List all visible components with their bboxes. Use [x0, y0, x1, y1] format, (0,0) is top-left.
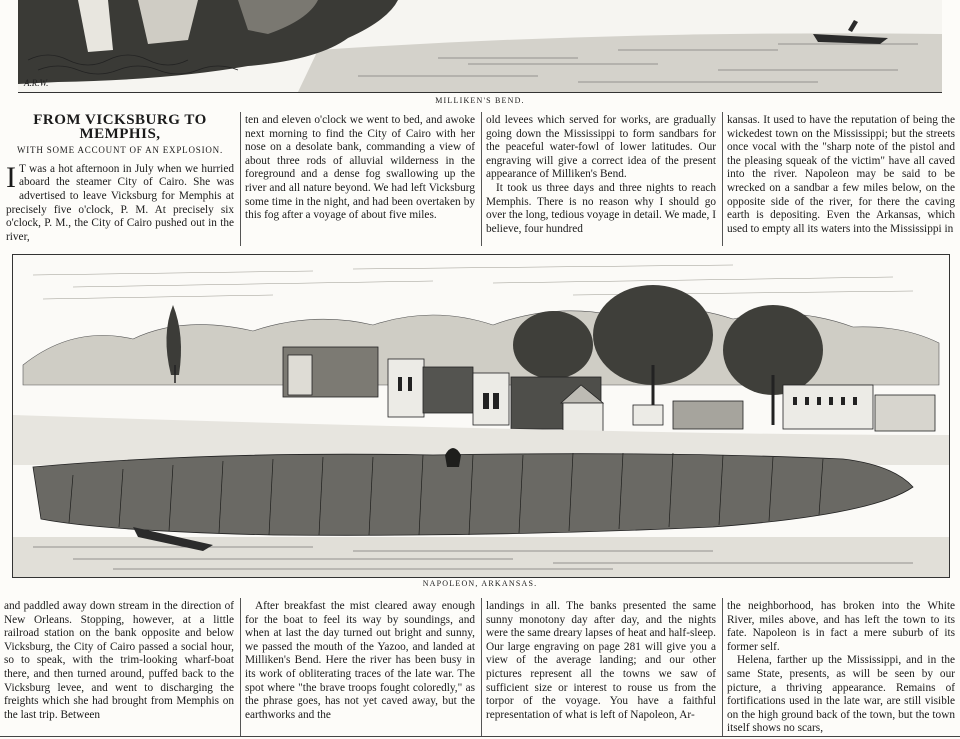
column-divider [722, 598, 723, 736]
article-column-5 [4, 600, 234, 736]
column-7-text: landings in all. The banks presented the same sunny monotony day after day, and the nights were the same dreary lapses of heat and half-sleep. Our large engraving on page 281 will give you a view of the average landing; and our other pictures represent all the towns we saw of sufficient size or interest to rouse us from the torpor of the voyage. You have a faithful representation of what is left of Napoleon, Ar- [486, 600, 716, 721]
bottom-rule [0, 736, 960, 737]
article-column-7 [486, 600, 716, 736]
article-column-1 [6, 114, 234, 246]
drop-cap: I [6, 160, 16, 194]
column-5-text: and paddled away down stream in the direction of New Orleans. Stopping, however, at a little railroad station on the bank opposite and below Vicksburg, the City of Cairo passed a social hour, so to speak, with the trim-looking wharf-boat there, and then turned around, puffed back to the Vicksburg levee, and went to discharging the freights which she had brought from Memphis on the last trip. Between [4, 600, 234, 721]
column-6-text: After breakfast the mist cleared away enough for the boat to feel its way by soundings, and when at last the day turned out bright and sunny, we passed the mouth of the Yazoo, and landed at Milliken's Bend. Here the river has been busy in its work of obliterating traces of the late war. The spot where "the brave troops fought coloredly," as the phrase goes, has not yet caved away, but the earthworks and the [245, 600, 475, 721]
column-8-paragraph-a: the neighborhood, has broken into the White River, miles above, and has left the town to its fate. Napoleon is in fact a mere suburb of its former self. [727, 600, 955, 653]
column-4-text: kansas. It used to have the reputation of being the wickedest town on the Mississippi; but the streets once vocal with the "sharp note of the pistol and the pleasing squeak of the victim" have all caved into the river. Napoleon may be said to be wrecked on a sandbar a few miles below, on the opposite side of the river, for there the caving earth is depositing. Even the Arkansas, which used to empty all its waters into the Mississippi in [727, 114, 955, 235]
article-headline: FROM VICKSBURG TO MEMPHIS, [33, 114, 207, 142]
column-divider [481, 598, 482, 736]
article-column-4 [727, 114, 955, 246]
column-2-text: ten and eleven o'clock we went to bed, and awoke next morning to find the City of Cairo with her nose on a desolate bank, commanding a view of about three rods of alluvial wilderness in the foreground and a dense fog swallowing up the river and all nature beyond. We had left Vicksburg some time in the night, and had been overtaken by this fog after a voyage of about five miles. [245, 114, 475, 222]
column-3-paragraph-a: old levees which served for works, are gradually going down the Mississippi to form sandbars for the peaceful water-fowl of lower latitudes. Our engraving will give a correct idea of the present appearance of Milliken's Bend. [486, 114, 716, 181]
article-subhead: WITH SOME ACCOUNT OF AN EXPLOSION. [16, 145, 224, 156]
napoleon-arkansas-illustration [13, 255, 949, 577]
column-1-text: T was a hot afternoon in July when we hurried aboard the steamer City of Cairo. She was advertised to leave Vicksburg for Memphis at precisely five o'clock, P. M. At precisely six o'clock, P. M., the City of Cairo pushed out in the river, [6, 162, 234, 243]
milliken-bend-engraving [18, 0, 942, 93]
milliken-bend-illustration [18, 0, 942, 92]
engraver-signature: A.R.W. [24, 78, 49, 88]
article-column-3 [486, 114, 716, 246]
column-divider [722, 112, 723, 246]
milliken-bend-caption: MILLIKEN'S BEND. [435, 96, 525, 105]
napoleon-arkansas-engraving [12, 254, 950, 578]
article-column-8 [727, 600, 955, 736]
column-8-paragraph-b: Helena, farther up the Mississippi, and in the same State, presents, as will be seen by our picture, a thriving appearance. Remains of fortifications used in the late war, are still visible on the high ground back of the town, but the town itself shows no scars, [727, 654, 955, 735]
column-divider [240, 598, 241, 736]
column-divider [240, 112, 241, 246]
article-column-2 [245, 114, 475, 246]
column-3-paragraph-b: It took us three days and three nights to reach Memphis. There is no reason why I should go over the long, tedious voyage in detail. We made, I believe, four hundred [486, 181, 716, 235]
column-divider [481, 112, 482, 246]
article-column-6 [245, 600, 475, 736]
napoleon-arkansas-caption: NAPOLEON, ARKANSAS. [422, 579, 538, 588]
